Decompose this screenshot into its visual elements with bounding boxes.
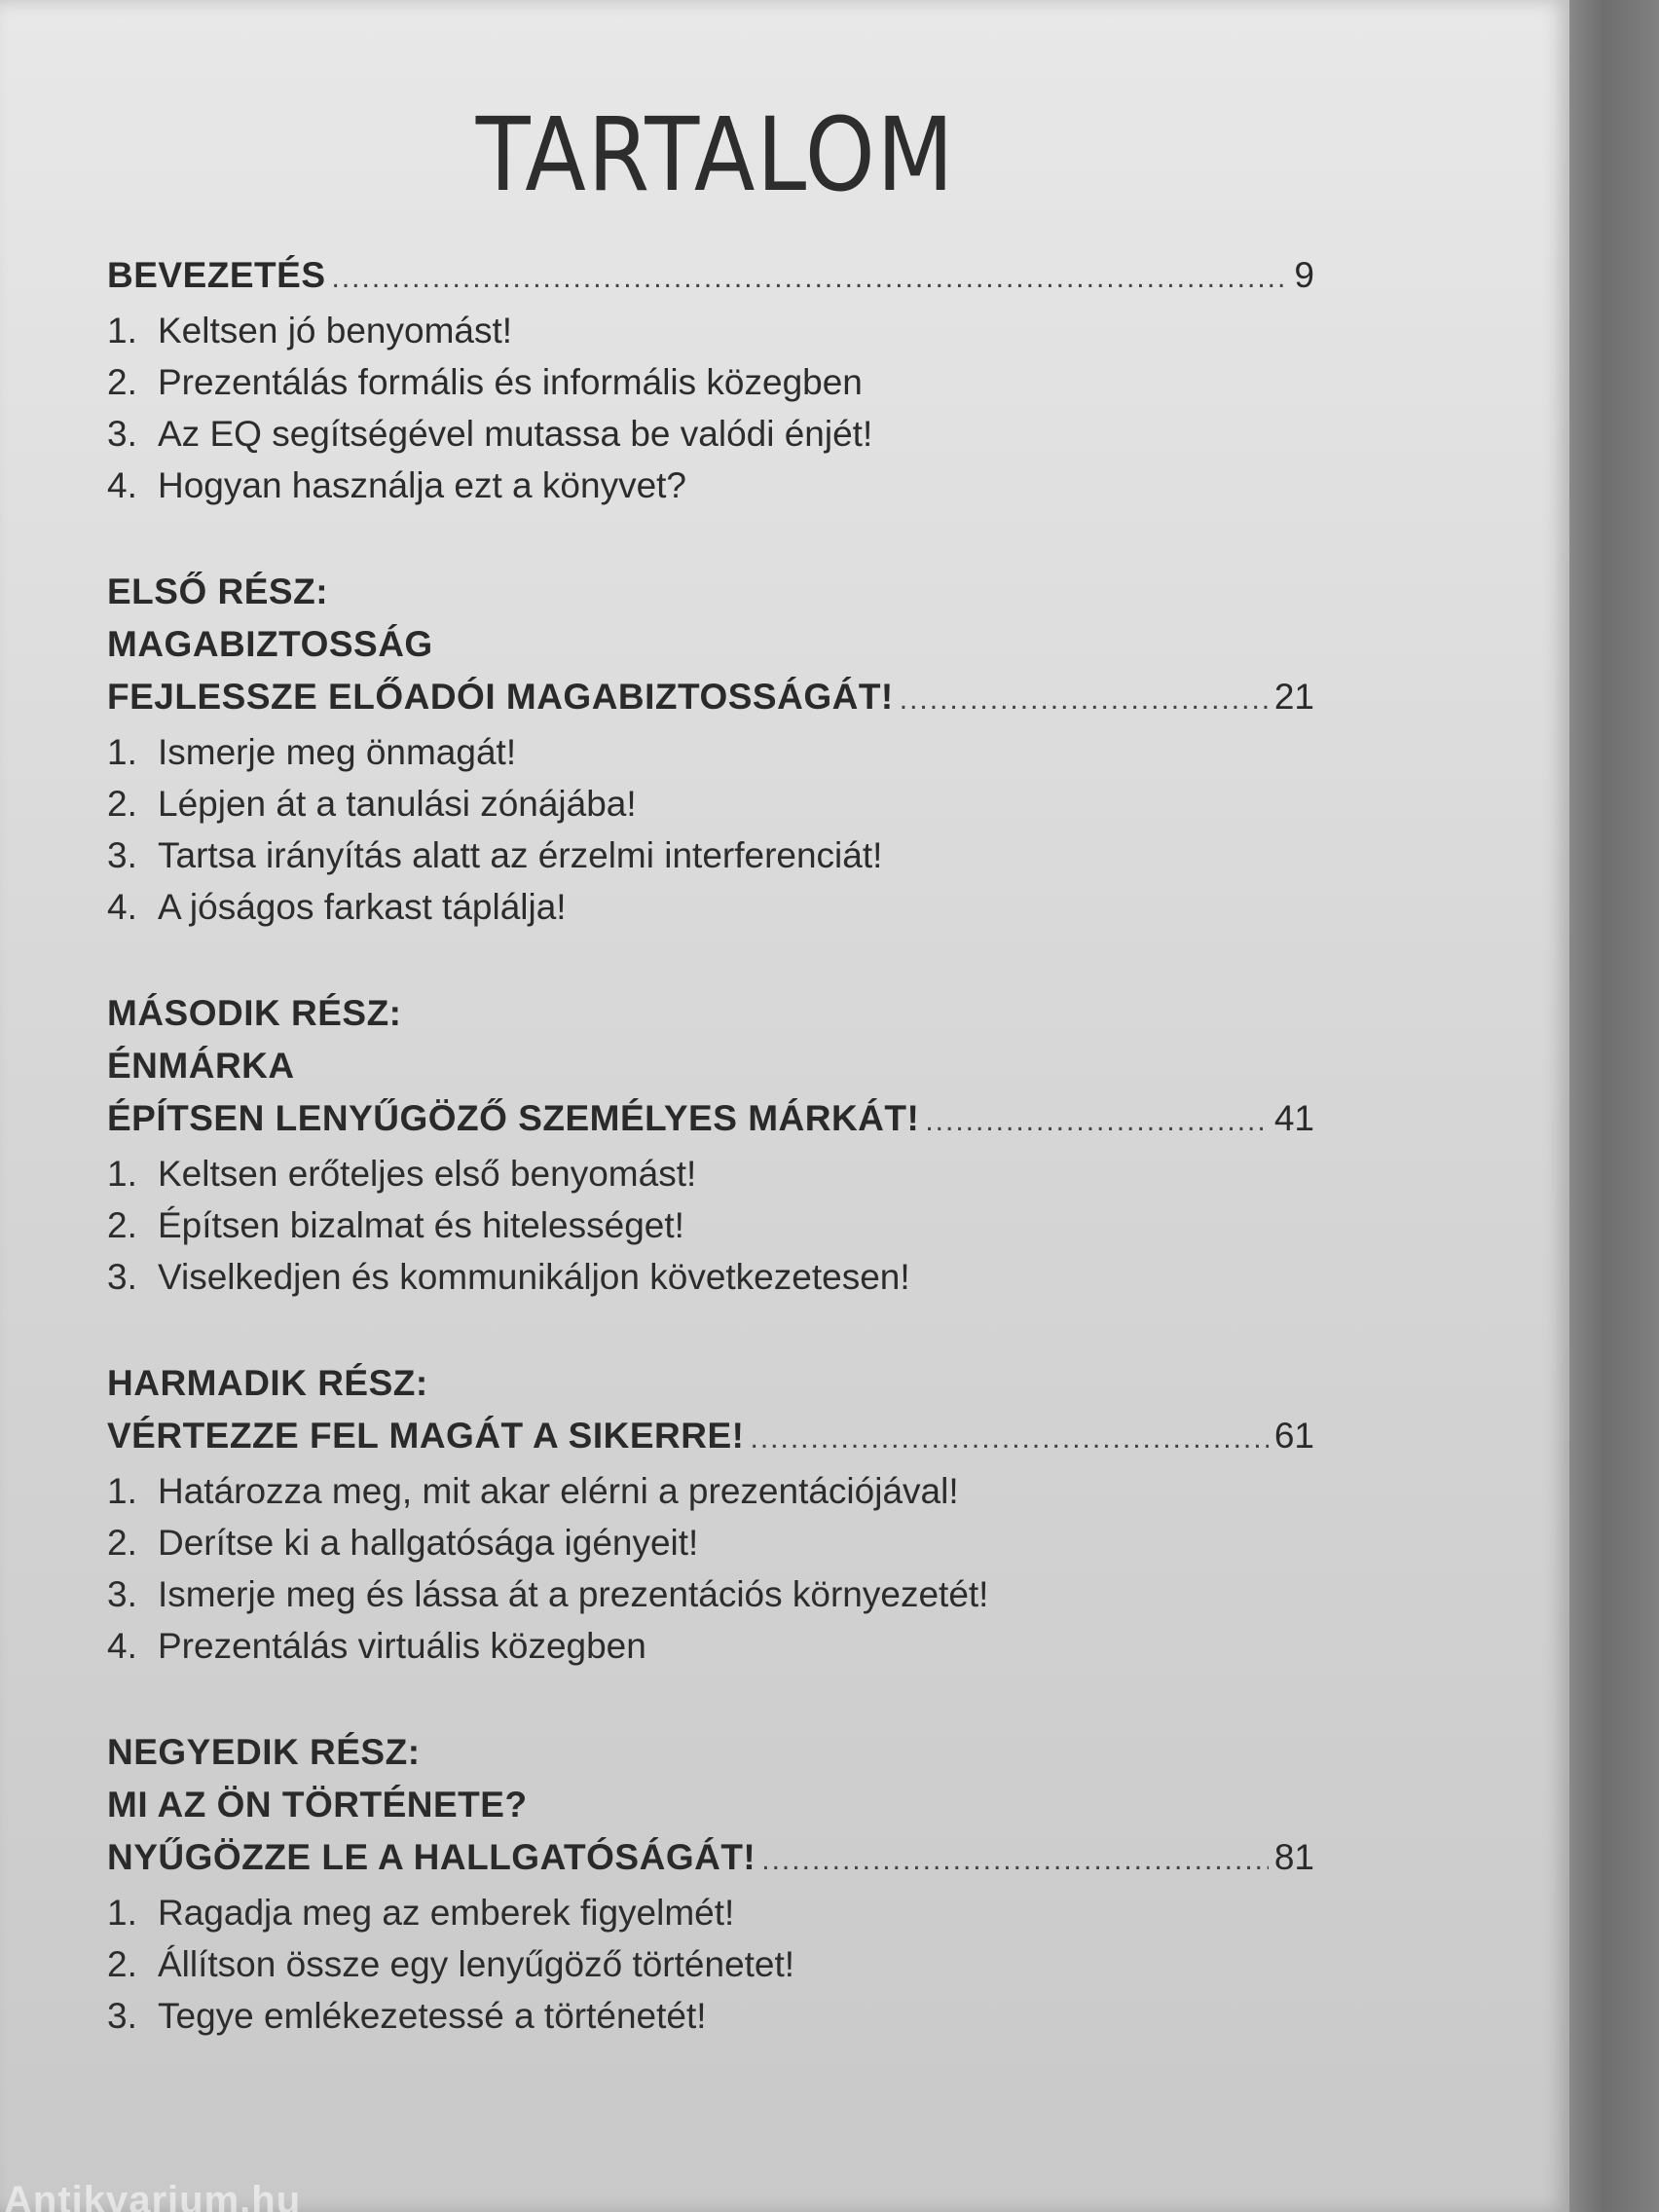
item-text: Prezentálás virtuális közegben: [158, 1626, 646, 1666]
toc-item: [107, 726, 1314, 778]
table-of-contents: [107, 249, 1314, 2096]
page-number: 81: [1273, 1837, 1314, 1877]
toc-section: [107, 1357, 1314, 1672]
item-text: Tartsa irányítás alatt az érzelmi interferenciát!: [158, 835, 883, 875]
chapter-title: BEVEZETÉS: [107, 255, 326, 295]
item-text: Határozza meg, mit akar elérni a prezentációjával!: [158, 1471, 959, 1511]
chapter-entry: [107, 249, 1314, 305]
part-subheading: MAGABIZTOSSÁG: [107, 624, 433, 664]
item-number: 2.: [107, 784, 137, 824]
item-text: Az EQ segítségével mutassa be valódi énjét!: [158, 414, 873, 454]
toc-item: [107, 1517, 1314, 1568]
item-number: 4.: [107, 465, 137, 505]
item-number: 2.: [107, 1523, 137, 1563]
item-number: 1.: [107, 1154, 137, 1194]
toc-item: [107, 305, 1314, 356]
part-heading: NEGYEDIK RÉSZ:: [107, 1732, 421, 1772]
toc-item: [107, 1465, 1314, 1517]
toc-item: [107, 356, 1314, 408]
part-subheading: MI AZ ÖN TÖRTÉNETE?: [107, 1785, 528, 1825]
item-text: Tegye emlékezetessé a történetét!: [158, 1996, 707, 2036]
item-text: Prezentálás formális és informális közegben: [158, 362, 863, 402]
dot-leader: [761, 1834, 1269, 1887]
part-heading: ELSŐ RÉSZ:: [107, 571, 329, 611]
item-number: 1.: [107, 732, 137, 772]
item-text: Építsen bizalmat és hitelességet!: [158, 1205, 684, 1245]
chapter-entry: [107, 1092, 1314, 1148]
part-heading: MÁSODIK RÉSZ:: [107, 993, 402, 1033]
dot-leader: [925, 1095, 1269, 1148]
item-text: Viselkedjen és kommunikáljon következetesen!: [158, 1257, 910, 1297]
part-heading: HARMADIK RÉSZ:: [107, 1363, 428, 1403]
part-subheading: ÉNMÁRKA: [107, 1046, 295, 1086]
page-title: TARTALOM: [475, 95, 956, 214]
toc-item: [107, 408, 1314, 460]
watermark-text: Antikvarium.hu: [4, 2179, 302, 2212]
item-number: 2.: [107, 1944, 137, 1984]
item-text: Hogyan használja ezt a könyvet?: [158, 465, 687, 505]
toc-item: [107, 1620, 1314, 1672]
item-number: 3.: [107, 1257, 137, 1297]
item-number: 3.: [107, 1574, 137, 1614]
page-number: 61: [1273, 1416, 1314, 1456]
item-text: Ismerje meg önmagát!: [158, 732, 517, 772]
dot-leader: [750, 1413, 1268, 1465]
chapter-entry: [107, 1831, 1314, 1887]
toc-item: [107, 881, 1314, 933]
item-number: 1.: [107, 311, 137, 350]
dot-leader: [900, 674, 1269, 726]
item-number: 3.: [107, 414, 137, 454]
item-number: 2.: [107, 1205, 137, 1245]
chapter-title: NYŰGÖZZE LE A HALLGATÓSÁGÁT!: [107, 1837, 756, 1877]
toc-section: [107, 987, 1314, 1303]
toc-section: [107, 566, 1314, 933]
toc-item: [107, 778, 1314, 830]
page-number: 21: [1273, 677, 1314, 717]
item-number: 3.: [107, 835, 137, 875]
item-number: 4.: [107, 887, 137, 927]
item-number: 2.: [107, 362, 137, 402]
item-number: 1.: [107, 1893, 137, 1933]
item-number: 4.: [107, 1626, 137, 1666]
page-number: 9: [1294, 255, 1314, 295]
toc-item: [107, 1990, 1314, 2042]
item-text: Lépjen át a tanulási zónájába!: [158, 784, 637, 824]
chapter-title: ÉPÍTSEN LENYŰGÖZŐ SZEMÉLYES MÁRKÁT!: [107, 1098, 920, 1138]
item-number: 1.: [107, 1471, 137, 1511]
item-text: Ragadja meg az emberek figyelmét!: [158, 1893, 735, 1933]
item-number: 3.: [107, 1996, 137, 2036]
toc-item: [107, 1938, 1314, 1990]
item-text: Keltsen erőteljes első benyomást!: [158, 1154, 697, 1194]
toc-item: [107, 1148, 1314, 1199]
toc-item: [107, 1251, 1314, 1303]
item-text: Derítse ki a hallgatósága igényeit!: [158, 1523, 699, 1563]
item-text: Ismerje meg és lássa át a prezentációs környezetét!: [158, 1574, 989, 1614]
toc-item: [107, 830, 1314, 881]
book-spine-edge: [1567, 0, 1659, 2212]
toc-section: [107, 249, 1314, 511]
chapter-entry: [107, 671, 1314, 726]
item-text: Állítson össze egy lenyűgöző történetet!: [158, 1944, 795, 1984]
dot-leader: [332, 252, 1289, 305]
toc-item: [107, 460, 1314, 511]
chapter-title: VÉRTEZZE FEL MAGÁT A SIKERRE!: [107, 1416, 745, 1456]
toc-item: [107, 1568, 1314, 1620]
chapter-title: FEJLESSZE ELŐADÓI MAGABIZTOSSÁGÁT!: [107, 677, 894, 717]
item-text: Keltsen jó benyomást!: [158, 311, 513, 350]
toc-section: [107, 1726, 1314, 2042]
toc-item: [107, 1887, 1314, 1938]
chapter-entry: [107, 1410, 1314, 1465]
page-number: 41: [1273, 1098, 1314, 1138]
toc-item: [107, 1199, 1314, 1251]
item-text: A jóságos farkast táplálja!: [158, 887, 567, 927]
